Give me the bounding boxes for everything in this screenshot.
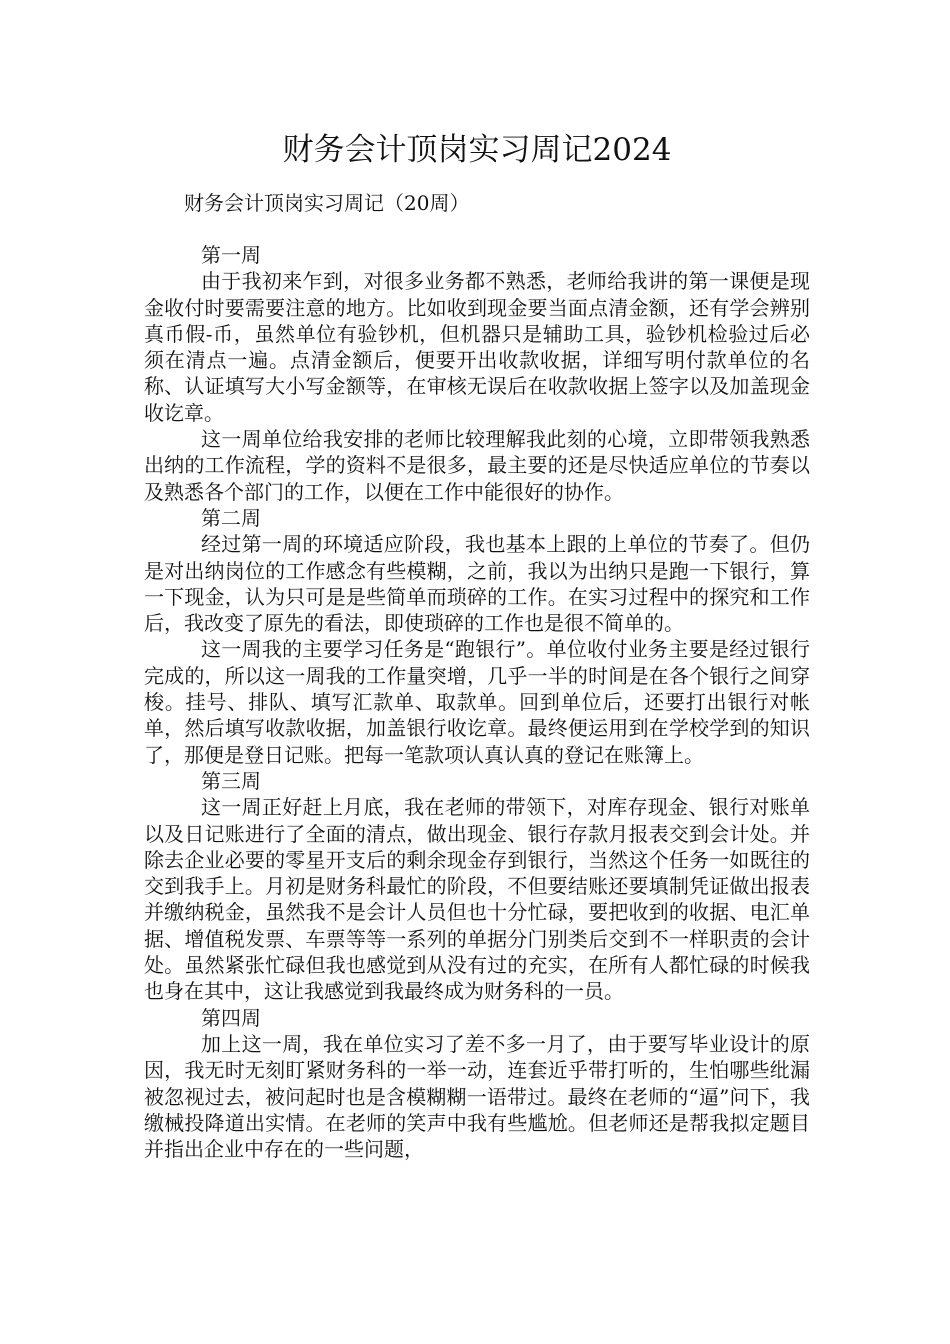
week-heading: 第二周 (201, 505, 261, 530)
body-paragraph: 这一周单位给我安排的老师比较理解我此刻的心境，立即带领我熟悉出纳的工作流程，学的资料不是很多，最主要的还是尽快适应单位的节奏以及熟悉各个部门的工作，以便在工作中能很好的协作。 (144, 427, 810, 504)
week-heading: 第三周 (201, 768, 261, 793)
body-paragraph: 经过第一周的环境适应阶段，我也基本上跟的上单位的节奏了。但仍是对出纳岗位的工作感念有些模糊，之前，我以为出纳只是跑一下银行，算一下现金，认为只可是是些简单而琐碎的工作。在实习过程中的探究和工作后，我改变了原先的看法，即使琐碎的工作也是很不简单的。 (144, 532, 810, 636)
week-heading: 第四周 (201, 1005, 261, 1030)
body-paragraph: 加上这一周，我在单位实习了差不多一月了，由于要写毕业设计的原因，我无时无刻盯紧财务科的一举一动，连套近乎带打听的，生怕哪些纰漏被忽视过去，被问起时也是含模糊糊一语带过。最终在老师的“逼”问下，我缴械投降道出实情。在老师的笑声中我有些尴尬。但老师还是帮我拟定题目并指出企业中存在的一些问题， (144, 1031, 810, 1162)
body-paragraph: 由于我初来乍到，对很多业务都不熟悉，老师给我讲的第一课便是现金收付时要需要注意的地方。比如收到现金要当面点清金额，还有学会辨别真币假-币，虽然单位有验钞机，但机器只是辅助工具，验钞机检验过后必须在清点一遍。点清金额后，便要开出收款收据，详细写明付款单位的名称、认证填写大小写金额等，在审核无误后在收款收据上签字以及加盖现金收讫章。 (144, 269, 810, 425)
document-body (144, 242, 810, 1162)
week-heading: 第一周 (201, 243, 261, 267)
body-paragraph: 这一周我的主要学习任务是“跑银行”。单位收付业务主要是经过银行完成的，所以这一周我的工作量突增，几乎一半的时间是在各个银行之间穿梭。挂号、排队、填写汇款单、取款单。回到单位后，还要打出银行对帐单，然后填写收款收据，加盖银行收讫章。最终便运用到在学校学到的知识了，那便是登日记账。把每一笔款项认真认真的登记在账簿上。 (144, 637, 810, 767)
document-title: 财务会计顶岗实习周记2024 (282, 132, 672, 168)
body-paragraph: 这一周正好赶上月底，我在老师的带领下，对库存现金、银行对账单以及日记账进行了全面的清点，做出现金、银行存款月报表交到会计处。并除去企业必要的零星开支后的剩余现金存到银行，当然这个任务一如既往的交到我手上。月初是财务科最忙的阶段，不但要结账还要填制凭证做出报表并缴纳税金，虽然我不是会计人员但也十分忙碌，要把收到的收据、电汇单据、增值税发票、车票等等一系列的单据分门别类后交到不一样职责的会计处。虽然紧张忙碌但我也感觉到从没有过的充实，在所有人都忙碌的时候我也身在其中，这让我感觉到我最终成为财务科的一员。 (144, 795, 810, 1004)
document-subtitle: 财务会计顶岗实习周记（20周） (184, 191, 470, 215)
